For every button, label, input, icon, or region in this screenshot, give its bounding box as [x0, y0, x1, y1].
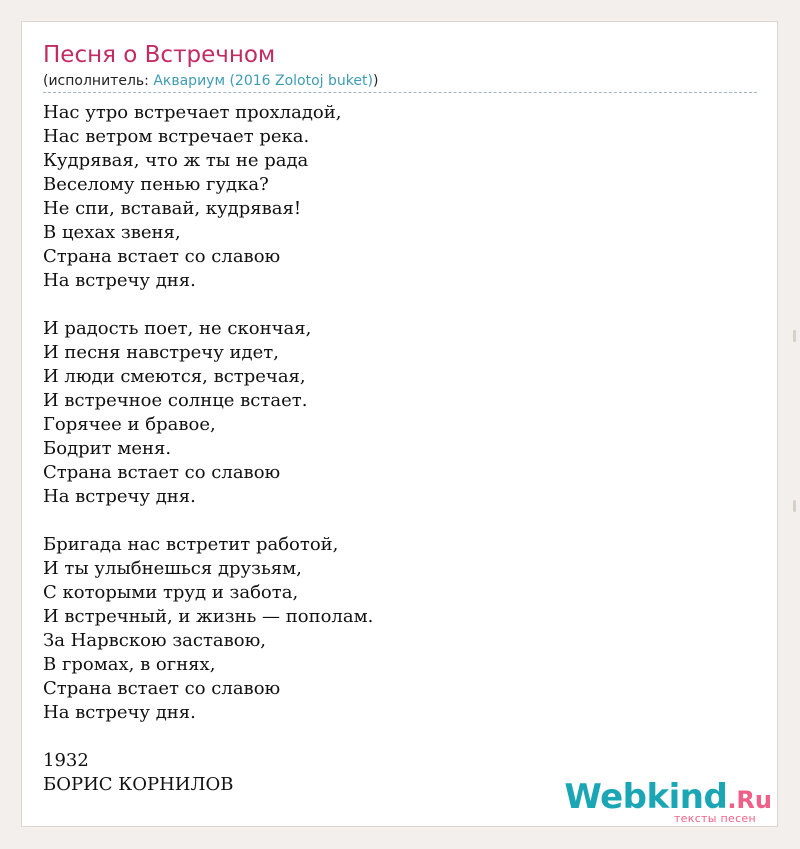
artist-prefix: (исполнитель:	[43, 73, 154, 89]
lyric-line: С которыми труд и забота,	[43, 582, 299, 603]
lyrics-card	[21, 21, 778, 827]
lyric-line: Нас ветром встречает река.	[43, 126, 310, 147]
song-title: Песня о Встречном	[43, 42, 276, 68]
lyric-line: Веселому пенью гудка?	[43, 174, 269, 195]
lyric-line: Бодрит меня.	[43, 438, 172, 459]
lyric-line: И встречное солнце встает.	[43, 390, 308, 411]
lyric-line: В цехах звеня,	[43, 222, 181, 243]
lyric-line: На встречу дня.	[43, 702, 196, 723]
webkind-logo[interactable]	[564, 777, 772, 825]
lyric-line: И люди смеются, встречая,	[43, 366, 306, 387]
lyric-line: На встречу дня.	[43, 486, 196, 507]
artist-line	[43, 73, 757, 93]
edge-decoration	[793, 330, 796, 342]
logo-domain-text: .Ru	[727, 786, 772, 814]
lyric-line: Горячее и бравое,	[43, 414, 216, 435]
lyric-line: Кудрявая, что ж ты не рада	[43, 150, 309, 171]
edge-decoration	[793, 500, 796, 512]
lyric-line: Страна встает со славою	[43, 462, 281, 483]
lyric-line: Не спи, вставай, кудрявая!	[43, 198, 302, 219]
lyric-line: И песня навстречу идет,	[43, 342, 279, 363]
lyric-line: 1932	[43, 750, 89, 771]
logo-tagline: тексты песен	[673, 812, 756, 825]
lyric-line: За Нарвскою заставою,	[43, 630, 266, 651]
stanza-break	[43, 509, 373, 533]
artist-link[interactable]: Аквариум (2016 Zolotoj buket)	[153, 73, 373, 89]
lyric-line: И ты улыбнешься друзьям,	[43, 558, 302, 579]
lyric-line: На встречу дня.	[43, 270, 196, 291]
lyric-line: И радость поет, не скончая,	[43, 318, 312, 339]
lyrics-text	[43, 101, 373, 797]
stanza-break	[43, 293, 373, 317]
lyric-line: Нас утро встречает прохладой,	[43, 102, 342, 123]
lyric-line: БОРИС КОРНИЛОВ	[43, 774, 234, 795]
logo-main-text: Webkind	[564, 777, 728, 817]
stanza-break	[43, 725, 373, 749]
lyric-line: Бригада нас встретит работой,	[43, 534, 339, 555]
lyric-line: И встречный, и жизнь — пополам.	[43, 606, 374, 627]
lyric-line: В громах, в огнях,	[43, 654, 216, 675]
lyric-line: Страна встает со славою	[43, 246, 281, 267]
lyric-line: Страна встает со славою	[43, 678, 281, 699]
artist-suffix: )	[372, 73, 379, 89]
